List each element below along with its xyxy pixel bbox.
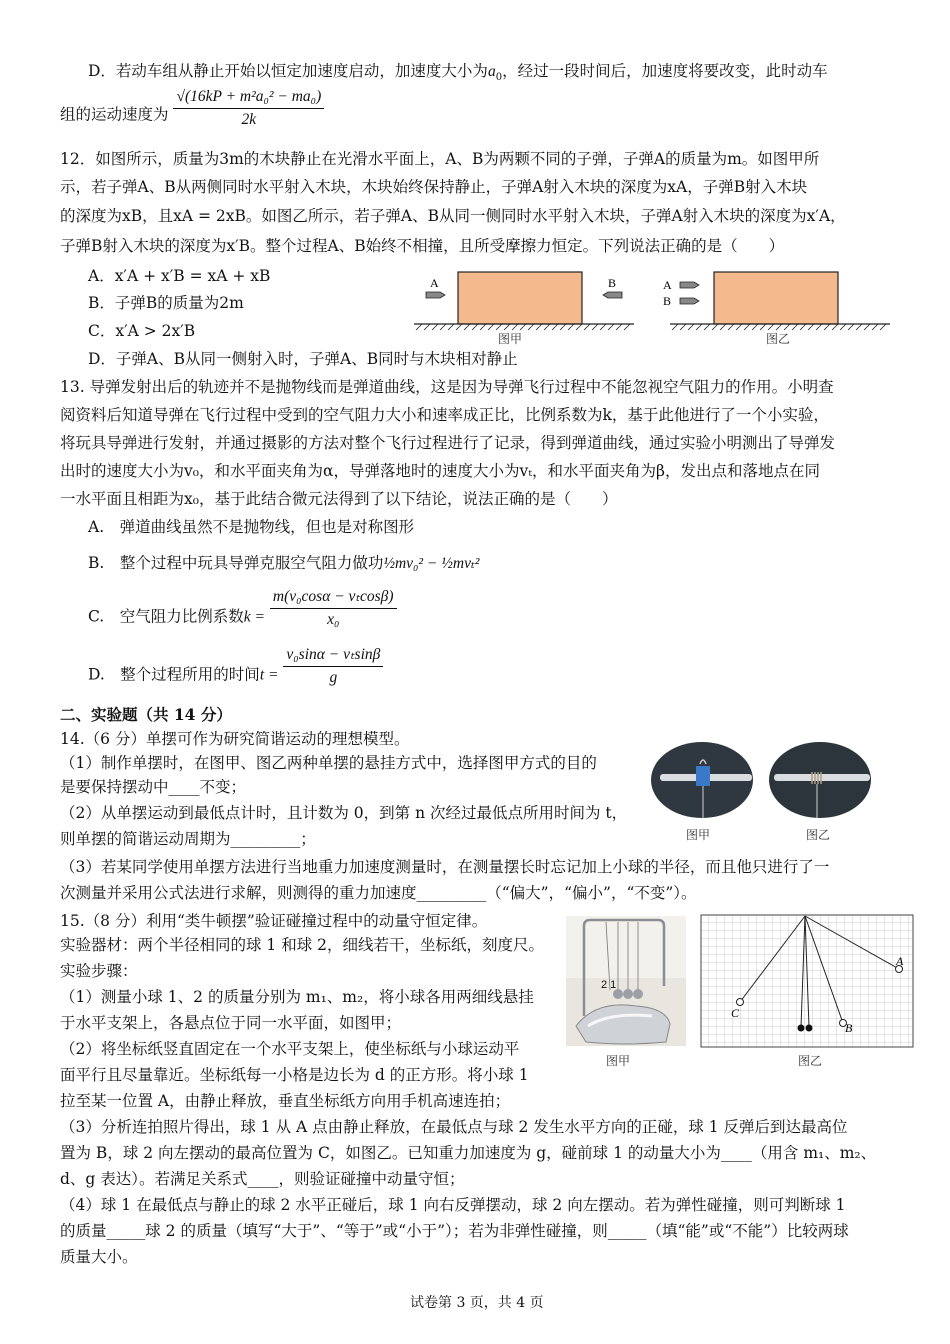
q15-line12: （4）球 1 在最低点与静止的球 2 水平正碰后，球 1 向右反弹摆动，球 2 向左摆动。若为弹性碰撞，则可判断球 1 — [60, 1196, 846, 1214]
clip-icon — [696, 766, 710, 786]
q15-photo-jia — [566, 916, 686, 1046]
bullet-a — [426, 292, 445, 298]
wood-block — [458, 272, 582, 324]
q14-line3: 是要保持摆动中____不变； — [60, 778, 247, 796]
q12-option-b: B．子弹B的质量为2m — [88, 294, 244, 312]
q15-line7: 面平行且尽量靠近。坐标纸每一小格是边长为 d 的正方形。将小球 1 — [60, 1066, 529, 1084]
bullet-b — [603, 292, 622, 298]
q15-line11: d、g 表达）。若满足关系式____，则验证碰撞中动量守恒； — [60, 1170, 465, 1188]
ball-labels: 2 1 — [601, 979, 617, 991]
q13-line3: 将玩具导弹进行发射，并通过摄影的方法对整个飞行过程进行了记录，得到弹道曲线，通过实验小明测出了导弹发 — [60, 434, 836, 452]
q11-option-d-line2: 组的运动速度为 $\frac{\text{√(16kP + m²a₀² − ma₀)}}{2k}$ — [60, 100, 324, 131]
q12-line1: 12．如图所示，质量为3m的木块静止在光滑水平面上，A、B为两颗不同的子弹，子弹A的质量为m。如图甲所 — [60, 150, 820, 168]
point-c — [737, 999, 744, 1006]
q13-option-b-formula: ½mv₀² − ½mvₜ² — [383, 555, 480, 572]
q12-line3: 的深度为xB，且xA = 2xB。如图乙所示，若子弹A、B从同一侧同时水平射入木块，子弹A射入木块的深度为x′A， — [60, 207, 846, 225]
q15-line8: 拉至某一位置 A，由静止释放，垂直坐标纸方向用手机高速连拍； — [60, 1092, 511, 1110]
q12-option-c: C．x′A > 2x′B — [88, 322, 196, 340]
q13-option-d-formula: $\frac{\text{v₀sinα − vₜsinβ}}{g}$ — [283, 644, 383, 689]
q12-caption-jia: 图甲 — [498, 332, 523, 346]
q12-caption-yi: 图乙 — [766, 332, 791, 346]
q14-caption-yi: 图乙 — [806, 828, 831, 842]
bullet-a-label: A — [430, 276, 439, 290]
q14-line5: 则单摆的简谐运动周期为_________； — [60, 830, 316, 848]
q12-option-a: A．x′A + x′B = xA + xB — [88, 267, 271, 285]
q14-line1: 14.（6 分）单摆可作为研究简谐运动的理想模型。 — [60, 730, 410, 748]
q14-line4: （2）从单摆运动到最低点计时，且计数为 0，到第 n 次经过最低点所用时间为 t， — [60, 804, 628, 822]
label-b: B — [845, 1021, 853, 1035]
q15-line10: 置为 B，球 2 向左摆动的最高位置为 C，如图乙。已知重力加速度为 g，碰前球 1 的动量大小为____（用含 m₁、m₂、 — [60, 1144, 877, 1162]
q15-line1: 15.（8 分）利用“类牛顿摆”验证碰撞过程中的动量守恒定律。 — [60, 912, 488, 930]
q15-line13: 的质量_____球 2 的质量（填写“大于”、“等于”或“小于”）；若为非弹性碰撞，则_____（填“能”或“不能”）比较两球 — [60, 1222, 849, 1240]
q15-line14: 质量大小。 — [60, 1248, 138, 1266]
q11-option-d-line1: D．若动车组从静止开始以恒定加速度启动，加速度大小为$a_0$，经过一段时间后，加速度将要改变，此时动车 — [88, 62, 828, 84]
figure-jia — [414, 272, 634, 330]
label-a: A — [896, 954, 904, 968]
q14-caption-jia: 图甲 — [686, 828, 711, 842]
q15-caption-jia: 图甲 — [606, 1054, 631, 1068]
q11-formula: $\frac{\text{√(16kP + m²a₀² − ma₀)}}{2k}$ — [173, 86, 324, 131]
q14-photos — [650, 740, 890, 820]
bullet-b-2-label: B — [663, 294, 672, 308]
q15-line5: 于水平支架上，各悬点位于同一水平面，如图甲； — [60, 1014, 402, 1032]
q15-caption-yi: 图乙 — [798, 1054, 823, 1068]
ball-1 — [806, 1025, 813, 1032]
bullet-b-label: B — [608, 276, 617, 290]
q13-option-c: C. 空气阻力比例系数k = $\frac{\text{m(v₀cosα − vₜcosβ)}}{\text{x₀}}$ — [88, 604, 397, 631]
page-footer: 试卷第 3 页，共 4 页 — [410, 1295, 544, 1311]
q15-line2: 实验器材：两个半径相同的球 1 和球 2，细线若干，坐标纸，刻度尺。 — [60, 936, 545, 954]
q12-option-d: D．子弹A、B从同一侧射入时，子弹A、B同时与木块相对静止 — [88, 350, 518, 368]
q15-line3: 实验步骤： — [60, 962, 138, 980]
bullet-a-2 — [680, 282, 699, 288]
q13-line5: 一水平面且相距为x₀，基于此结合微元法得到了以下结论，说法正确的是（ ） — [60, 490, 618, 508]
figure-yi — [663, 272, 890, 330]
label-c: C — [731, 1006, 740, 1020]
q13-option-d: D. 整个过程所用的时间t = $\frac{\text{v₀sinα − vₜsinβ}}{g}$ — [88, 662, 383, 689]
q13-option-b: B. 整个过程中玩具导弹克服空气阻力做功½mv₀² − ½mvₜ² — [88, 554, 480, 572]
bullet-a-2-label: A — [663, 278, 672, 292]
q15-line4: （1）测量小球 1、2 的质量分别为 m₁、m₂，将小球各用两细线悬挂 — [60, 988, 534, 1006]
q12-line4: 子弹B射入木块的深度为x′B。整个过程A、B始终不相撞，且所受摩擦力恒定。下列说法正确的是（ ） — [60, 237, 785, 255]
section-2-title: 二、实验题（共 14 分） — [60, 705, 232, 724]
q13-option-c-formula: $\frac{\text{m(v₀cosα − vₜcosβ)}}{\text{x₀}}$ — [270, 586, 397, 631]
q13-option-a: A. 弹道曲线虽然不是抛物线，但也是对称图形 — [88, 518, 415, 536]
q14-line2: （1）制作单摆时，在图甲、图乙两种单摆的悬挂方式中，选择图甲方式的目的 — [60, 754, 597, 772]
q12-figures — [412, 268, 922, 350]
q14-line7: 次测量并采用公式法进行求解，则测得的重力加速度_________（“偏大”，“偏小”，“不变”）。 — [60, 884, 697, 902]
q15-line6: （2）将坐标纸竖直固定在一个水平支架上，使坐标纸与小球运动平 — [60, 1040, 520, 1058]
q15-grid-figure — [700, 914, 914, 1048]
ball-2 — [798, 1025, 805, 1032]
q12-line2: 示，若子弹A、B从两侧同时水平射入木块，木块始终保持静止，子弹A射入木块的深度为xA，子弹B射入木块 — [60, 178, 808, 196]
rod-icon-2 — [774, 774, 870, 781]
wood-block-2 — [714, 272, 838, 324]
q15-line9: （3）分析连拍照片得出，球 1 从 A 点由静止释放，在最低点与球 2 发生水平方向的正碰，球 1 反弹后到达最高位 — [60, 1118, 848, 1136]
q13-line4: 出时的速度大小为v₀，和水平面夹角为α，导弹落地时的速度大小为vₜ，和水平面夹角为β，发出点和落地点在同 — [60, 462, 820, 480]
q13-line2: 阅资料后知道导弹在飞行过程中受到的空气阻力大小和速率成正比，比例系数为k，基于此他进行了一个小实验， — [60, 406, 829, 424]
bullet-b-2 — [680, 298, 699, 304]
q13-line1: 13. 导弹发射出后的轨迹并不是抛物线而是弹道曲线，这是因为导弹飞行过程中不能忽视空气阻力的作用。小明查 — [60, 378, 834, 396]
q14-line6: （3）若某同学使用单摆方法进行当地重力加速度测量时，在测量摆长时忘记加上小球的半径，而且他只进行了一 — [60, 858, 830, 876]
